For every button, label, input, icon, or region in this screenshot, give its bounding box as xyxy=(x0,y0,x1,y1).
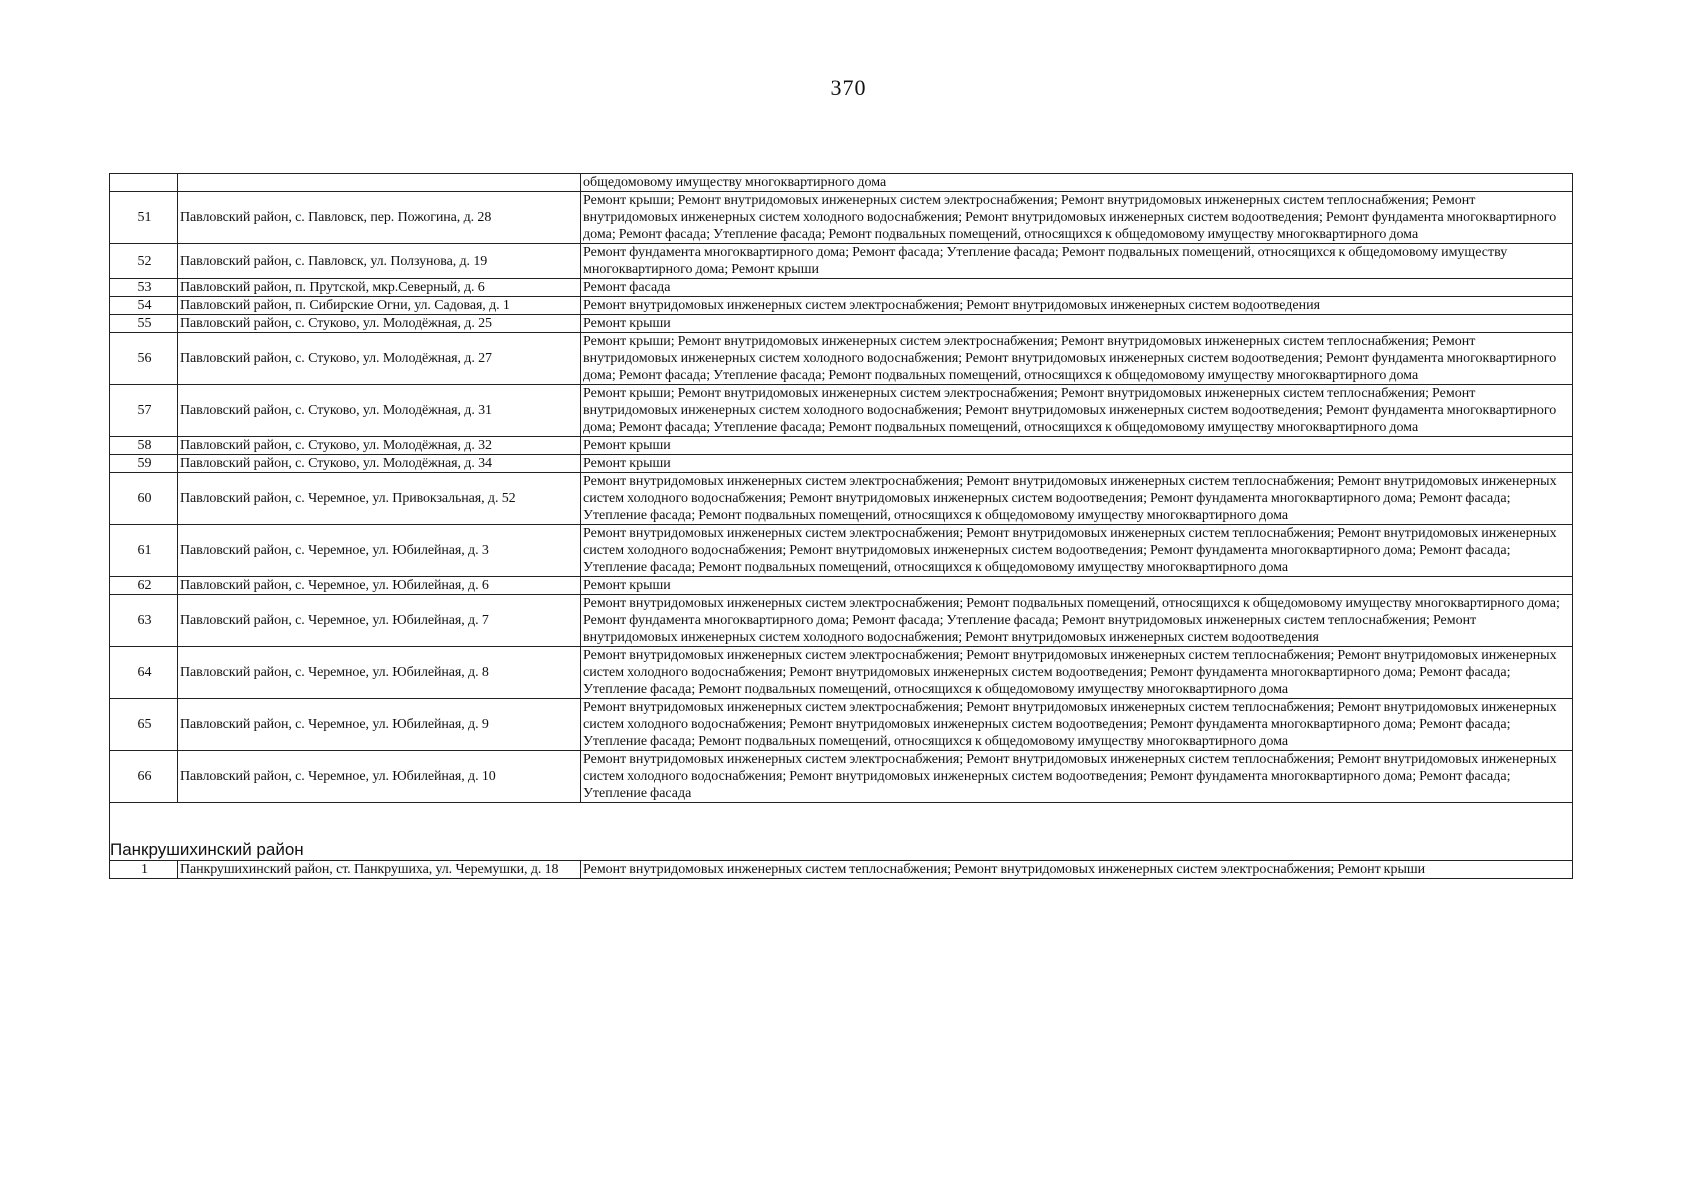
row-address: Павловский район, с. Стуково, ул. Молодёжная, д. 32 xyxy=(178,437,581,455)
row-address: Павловский район, с. Стуково, ул. Молодёжная, д. 34 xyxy=(178,455,581,473)
row-number: 52 xyxy=(110,244,178,279)
row-address: Павловский район, п. Сибирские Огни, ул. Садовая, д. 1 xyxy=(178,297,581,315)
row-number xyxy=(110,174,178,192)
table-row xyxy=(110,861,1573,879)
row-number: 51 xyxy=(110,192,178,244)
page-number: 370 xyxy=(830,75,867,100)
row-address: Павловский район, с. Черемное, ул. Юбилейная, д. 8 xyxy=(178,647,581,699)
row-address: Павловский район, с. Стуково, ул. Молодёжная, д. 25 xyxy=(178,315,581,333)
row-address xyxy=(178,174,581,192)
row-address: Павловский район, с. Стуково, ул. Молодёжная, д. 27 xyxy=(178,333,581,385)
table-row xyxy=(110,455,1573,473)
table-row xyxy=(110,244,1573,279)
table-row xyxy=(110,192,1573,244)
table-row xyxy=(110,297,1573,315)
row-number: 59 xyxy=(110,455,178,473)
row-address: Павловский район, с. Павловск, ул. Ползунова, д. 19 xyxy=(178,244,581,279)
table-row xyxy=(110,473,1573,525)
registry-body xyxy=(110,174,1573,879)
table-row-continuation xyxy=(110,174,1573,192)
row-address: Павловский район, с. Черемное, ул. Юбилейная, д. 3 xyxy=(178,525,581,577)
row-works: Ремонт внутридомовых инженерных систем электроснабжения; Ремонт внутридомовых инженерных систем теплоснабжения; Ремонт внутридомовых инженерных систем холодного водоснабжения; Ремонт внутридомовых инженерных систем водоотведения; Ремонт фундамента многоквартирного дома; Ремонт фасада; Утепление фасада; Ремонт подвальных помещений, относящихся к общедомовому имуществу многоквартирного дома xyxy=(581,525,1573,577)
row-works: Ремонт внутридомовых инженерных систем электроснабжения; Ремонт внутридомовых инженерных систем водоотведения xyxy=(581,297,1573,315)
row-works: Ремонт внутридомовых инженерных систем электроснабжения; Ремонт внутридомовых инженерных систем теплоснабжения; Ремонт внутридомовых инженерных систем холодного водоснабжения; Ремонт внутридомовых инженерных систем водоотведения; Ремонт фундамента многоквартирного дома; Ремонт фасада; Утепление фасада; Ремонт подвальных помещений, относящихся к общедомовому имуществу многоквартирного дома xyxy=(581,699,1573,751)
table-row xyxy=(110,437,1573,455)
row-works: Ремонт внутридомовых инженерных систем теплоснабжения; Ремонт внутридомовых инженерных систем электроснабжения; Ремонт крыши xyxy=(581,861,1573,879)
row-number: 58 xyxy=(110,437,178,455)
row-number: 62 xyxy=(110,577,178,595)
table-row xyxy=(110,699,1573,751)
section-spacer xyxy=(110,803,1573,841)
section-header xyxy=(110,840,1573,861)
row-number: 63 xyxy=(110,595,178,647)
row-works: Ремонт крыши xyxy=(581,455,1573,473)
row-works: Ремонт крыши; Ремонт внутридомовых инженерных систем электроснабжения; Ремонт внутридомовых инженерных систем теплоснабжения; Ремонт внутридомовых инженерных систем холодного водоснабжения; Ремонт внутридомовых инженерных систем водоотведения; Ремонт фундамента многоквартирного дома; Ремонт фасада; Утепление фасада; Ремонт подвальных помещений, относящихся к общедомовому имуществу многоквартирного дома xyxy=(581,333,1573,385)
row-address: Павловский район, п. Прутской, мкр.Северный, д. 6 xyxy=(178,279,581,297)
table-row xyxy=(110,577,1573,595)
table-row xyxy=(110,525,1573,577)
row-number: 1 xyxy=(110,861,178,879)
row-works: Ремонт внутридомовых инженерных систем электроснабжения; Ремонт подвальных помещений, относящихся к общедомовому имуществу многоквартирного дома; Ремонт фундамента многоквартирного дома; Ремонт фасада; Утепление фасада; Ремонт внутридомовых инженерных систем теплоснабжения; Ремонт внутридомовых инженерных систем холодного водоснабжения; Ремонт внутридомовых инженерных систем водоотведения xyxy=(581,595,1573,647)
row-address: Павловский район, с. Павловск, пер. Пожогина, д. 28 xyxy=(178,192,581,244)
row-number: 57 xyxy=(110,385,178,437)
row-number: 66 xyxy=(110,751,178,803)
row-address: Павловский район, с. Черемное, ул. Юбилейная, д. 10 xyxy=(178,751,581,803)
row-number: 61 xyxy=(110,525,178,577)
row-number: 56 xyxy=(110,333,178,385)
row-works: Ремонт крыши; Ремонт внутридомовых инженерных систем электроснабжения; Ремонт внутридомовых инженерных систем теплоснабжения; Ремонт внутридомовых инженерных систем холодного водоснабжения; Ремонт внутридомовых инженерных систем водоотведения; Ремонт фундамента многоквартирного дома; Ремонт фасада; Утепление фасада; Ремонт подвальных помещений, относящихся к общедомовому имуществу многоквартирного дома xyxy=(581,385,1573,437)
table-row xyxy=(110,315,1573,333)
row-works: Ремонт крыши xyxy=(581,437,1573,455)
row-address: Павловский район, с. Черемное, ул. Привокзальная, д. 52 xyxy=(178,473,581,525)
row-works: Ремонт крыши xyxy=(581,315,1573,333)
row-works: Ремонт фундамента многоквартирного дома; Ремонт фасада; Утепление фасада; Ремонт подвальных помещений, относящихся к общедомовому имуществу многоквартирного дома; Ремонт крыши xyxy=(581,244,1573,279)
table-row xyxy=(110,751,1573,803)
row-address: Павловский район, с. Черемное, ул. Юбилейная, д. 7 xyxy=(178,595,581,647)
row-number: 54 xyxy=(110,297,178,315)
row-address: Панкрушихинский район, ст. Панкрушиха, ул. Черемушки, д. 18 xyxy=(178,861,581,879)
section-title: Панкрушихинский район xyxy=(110,840,1573,861)
table-row xyxy=(110,385,1573,437)
row-works: Ремонт крыши; Ремонт внутридомовых инженерных систем электроснабжения; Ремонт внутридомовых инженерных систем теплоснабжения; Ремонт внутридомовых инженерных систем холодного водоснабжения; Ремонт внутридомовых инженерных систем водоотведения; Ремонт фундамента многоквартирного дома; Ремонт фасада; Утепление фасада; Ремонт подвальных помещений, относящихся к общедомовому имуществу многоквартирного дома xyxy=(581,192,1573,244)
row-works: Ремонт внутридомовых инженерных систем электроснабжения; Ремонт внутридомовых инженерных систем теплоснабжения; Ремонт внутридомовых инженерных систем холодного водоснабжения; Ремонт внутридомовых инженерных систем водоотведения; Ремонт фундамента многоквартирного дома; Ремонт фасада; Утепление фасада; Ремонт подвальных помещений, относящихся к общедомовому имуществу многоквартирного дома xyxy=(581,647,1573,699)
row-works: Ремонт крыши xyxy=(581,577,1573,595)
row-number: 53 xyxy=(110,279,178,297)
table-row xyxy=(110,279,1573,297)
section-spacer-cell xyxy=(110,803,1573,841)
row-works: Ремонт внутридомовых инженерных систем электроснабжения; Ремонт внутридомовых инженерных систем теплоснабжения; Ремонт внутридомовых инженерных систем холодного водоснабжения; Ремонт внутридомовых инженерных систем водоотведения; Ремонт фундамента многоквартирного дома; Ремонт фасада; Утепление фасада xyxy=(581,751,1573,803)
row-number: 64 xyxy=(110,647,178,699)
row-works: Ремонт внутридомовых инженерных систем электроснабжения; Ремонт внутридомовых инженерных систем теплоснабжения; Ремонт внутридомовых инженерных систем холодного водоснабжения; Ремонт внутридомовых инженерных систем водоотведения; Ремонт фундамента многоквартирного дома; Ремонт фасада; Утепление фасада; Ремонт подвальных помещений, относящихся к общедомовому имуществу многоквартирного дома xyxy=(581,473,1573,525)
table-row xyxy=(110,333,1573,385)
row-number: 55 xyxy=(110,315,178,333)
row-address: Павловский район, с. Черемное, ул. Юбилейная, д. 6 xyxy=(178,577,581,595)
row-number: 60 xyxy=(110,473,178,525)
row-works: общедомовому имуществу многоквартирного дома xyxy=(581,174,1573,192)
row-address: Павловский район, с. Стуково, ул. Молодёжная, д. 31 xyxy=(178,385,581,437)
row-number: 65 xyxy=(110,699,178,751)
row-address: Павловский район, с. Черемное, ул. Юбилейная, д. 9 xyxy=(178,699,581,751)
table-row xyxy=(110,647,1573,699)
works-registry-table xyxy=(109,173,1573,879)
row-works: Ремонт фасада xyxy=(581,279,1573,297)
table-row xyxy=(110,595,1573,647)
